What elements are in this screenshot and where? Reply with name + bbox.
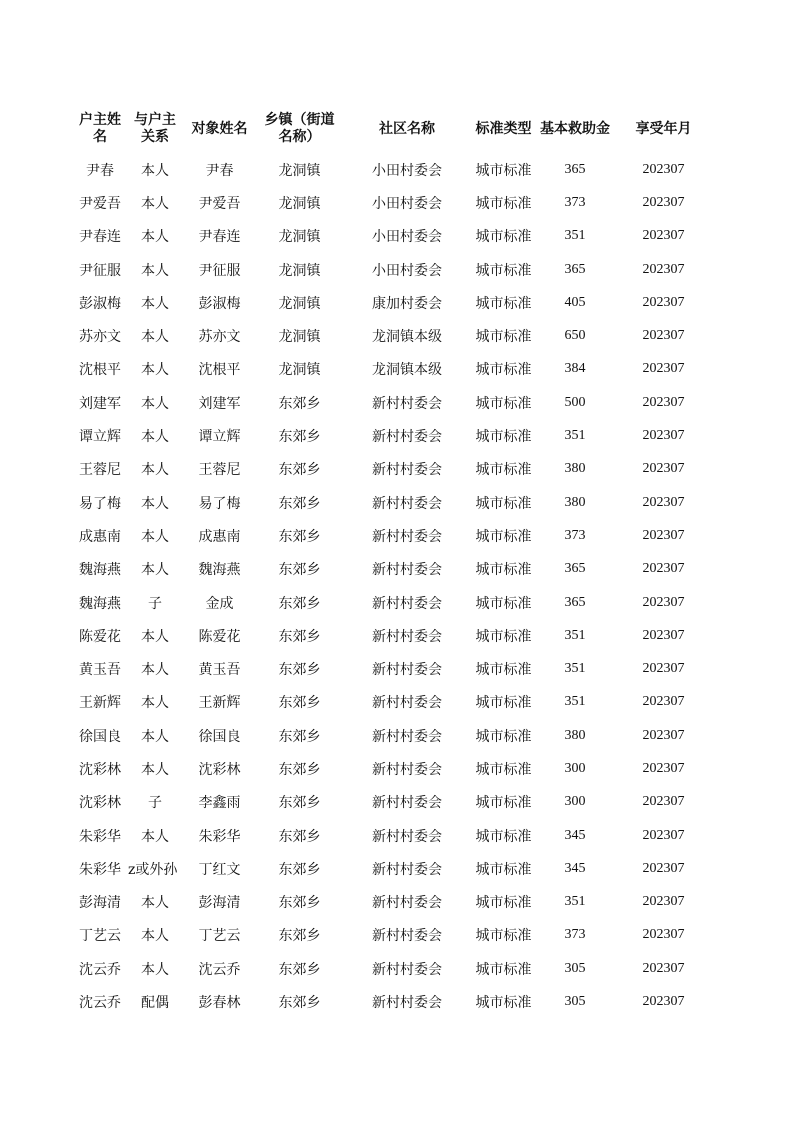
cell-community: 新村村委会 [372,928,442,945]
table-row [72,253,712,286]
cell-township: 东郊乡 [278,828,321,845]
cell-township: 龙洞镇 [278,162,321,179]
cell-standard-type: 城市标准 [475,795,532,812]
header-basic-assistance: 基本救助金 [540,120,610,137]
cell-township: 龙洞镇 [278,329,321,346]
cell-relation: 本人 [141,495,169,512]
cell-basic-assistance: 380 [564,461,586,477]
cell-community: 新村村委会 [372,761,442,778]
cell-month: 202307 [642,627,685,643]
cell-standard-type: 城市标准 [475,195,532,212]
cell-household-head: 朱彩华 [79,861,121,878]
cell-relation: 本人 [141,828,169,845]
cell-recipient-name: 魏海燕 [198,562,241,579]
cell-recipient-name: 彭春林 [198,995,241,1012]
header-month: 享受年月 [635,120,692,137]
cell-community: 小田村委会 [372,162,442,179]
cell-standard-type: 城市标准 [475,761,532,778]
cell-township: 龙洞镇 [278,229,321,246]
cell-household-head: 沈云乔 [79,961,121,978]
cell-relation: 本人 [141,662,169,679]
cell-recipient-name: 沈根平 [198,362,241,379]
table-row [72,486,712,519]
cell-recipient-name: 丁红文 [198,861,241,878]
table-row [72,419,712,452]
cell-relation: 本人 [141,229,169,246]
cell-standard-type: 城市标准 [475,595,532,612]
table-row [72,919,712,952]
cell-month: 202307 [642,527,685,543]
cell-community: 新村村委会 [372,828,442,845]
cell-basic-assistance: 305 [564,960,586,976]
cell-community: 新村村委会 [372,861,442,878]
cell-recipient-name: 刘建军 [198,395,241,412]
cell-relation: 配偶 [141,995,169,1012]
cell-relation: 本人 [141,262,169,279]
cell-standard-type: 城市标准 [475,229,532,246]
cell-recipient-name: 苏亦文 [198,329,241,346]
cell-recipient-name: 李鑫雨 [198,795,241,812]
table-row [72,220,712,253]
table-row [72,719,712,752]
cell-standard-type: 城市标准 [475,828,532,845]
table-row [72,886,712,919]
cell-month: 202307 [642,960,685,976]
table-row [72,852,712,885]
cell-household-head: 王新辉 [79,695,121,712]
cell-standard-type: 城市标准 [475,162,532,179]
cell-month: 202307 [642,261,685,277]
cell-relation: 子 [148,595,162,612]
cell-community: 新村村委会 [372,662,442,679]
cell-community: 龙洞镇本级 [372,362,442,379]
cell-basic-assistance: 500 [564,394,586,410]
cell-basic-assistance: 373 [564,194,586,210]
cell-relation: 本人 [141,628,169,645]
cell-township: 龙洞镇 [278,295,321,312]
cell-township: 东郊乡 [278,395,321,412]
cell-month: 202307 [642,894,685,910]
cell-household-head: 沈彩林 [79,761,121,778]
cell-community: 新村村委会 [372,395,442,412]
cell-community: 康加村委会 [372,295,442,312]
table-row [72,786,712,819]
table-row [72,286,712,319]
cell-township: 东郊乡 [278,961,321,978]
cell-standard-type: 城市标准 [475,295,532,312]
cell-relation: 本人 [141,329,169,346]
cell-month: 202307 [642,661,685,677]
cell-household-head: 尹爱吾 [79,195,121,212]
cell-standard-type: 城市标准 [475,662,532,679]
cell-month: 202307 [642,494,685,510]
cell-standard-type: 城市标准 [475,362,532,379]
cell-basic-assistance: 380 [564,727,586,743]
cell-township: 东郊乡 [278,462,321,479]
cell-recipient-name: 谭立辉 [198,429,241,446]
table-row [72,985,712,1018]
cell-relation: 本人 [141,761,169,778]
cell-month: 202307 [642,194,685,210]
cell-community: 新村村委会 [372,995,442,1012]
cell-recipient-name: 黄玉吾 [198,662,241,679]
cell-community: 龙洞镇本级 [372,329,442,346]
cell-household-head: 尹征服 [79,262,121,279]
cell-recipient-name: 金成 [205,595,234,612]
cell-recipient-name: 徐国良 [198,728,241,745]
cell-relation: 本人 [141,362,169,379]
cell-community: 新村村委会 [372,562,442,579]
header-row [72,105,712,153]
cell-community: 小田村委会 [372,262,442,279]
cell-household-head: 黄玉吾 [79,662,121,679]
cell-household-head: 尹春连 [79,229,121,246]
cell-standard-type: 城市标准 [475,928,532,945]
cell-township: 东郊乡 [278,495,321,512]
header-recipient-name: 对象姓名 [191,120,248,137]
cell-recipient-name: 丁艺云 [198,928,241,945]
cell-household-head: 朱彩华 [79,828,121,845]
cell-recipient-name: 尹征服 [198,262,241,279]
cell-basic-assistance: 384 [564,361,586,377]
cell-basic-assistance: 405 [564,294,586,310]
cell-community: 新村村委会 [372,595,442,612]
cell-relation: 本人 [141,928,169,945]
cell-basic-assistance: 650 [564,328,586,344]
cell-community: 新村村委会 [372,495,442,512]
cell-household-head: 彭淑梅 [79,295,121,312]
cell-relation: 本人 [141,462,169,479]
cell-community: 新村村委会 [372,795,442,812]
cell-community: 新村村委会 [372,429,442,446]
cell-month: 202307 [642,428,685,444]
cell-household-head: 徐国良 [79,728,121,745]
cell-community: 小田村委会 [372,195,442,212]
cell-recipient-name: 彭海清 [198,895,241,912]
cell-basic-assistance: 373 [564,527,586,543]
cell-relation: 本人 [141,162,169,179]
table-row [72,353,712,386]
cell-basic-assistance: 365 [564,261,586,277]
table-row [72,519,712,552]
cell-household-head: 沈根平 [79,362,121,379]
cell-month: 202307 [642,727,685,743]
cell-community: 新村村委会 [372,961,442,978]
cell-township: 龙洞镇 [278,262,321,279]
cell-standard-type: 城市标准 [475,429,532,446]
table-row [72,952,712,985]
cell-standard-type: 城市标准 [475,562,532,579]
cell-relation: 本人 [141,395,169,412]
cell-township: 龙洞镇 [278,362,321,379]
cell-standard-type: 城市标准 [475,395,532,412]
cell-month: 202307 [642,594,685,610]
cell-community: 新村村委会 [372,728,442,745]
cell-basic-assistance: 351 [564,627,586,643]
header-community: 社区名称 [379,120,435,137]
cell-relation: 本人 [141,562,169,579]
cell-household-head: 魏海燕 [79,562,121,579]
cell-recipient-name: 尹春 [205,162,234,179]
cell-household-head: 尹春 [86,162,114,179]
header-standard-type: 标准类型 [475,120,532,137]
cell-township: 东郊乡 [278,662,321,679]
cell-relation: 本人 [141,728,169,745]
cell-month: 202307 [642,461,685,477]
cell-standard-type: 城市标准 [475,861,532,878]
cell-township: 东郊乡 [278,728,321,745]
cell-basic-assistance: 373 [564,927,586,943]
cell-household-head: 谭立辉 [79,429,121,446]
cell-month: 202307 [642,394,685,410]
table-row [72,319,712,352]
assistance-table [72,105,712,1019]
cell-household-head: 王蓉尼 [79,462,121,479]
cell-township: 东郊乡 [278,595,321,612]
cell-township: 东郊乡 [278,895,321,912]
cell-township: 东郊乡 [278,761,321,778]
cell-township: 东郊乡 [278,795,321,812]
cell-recipient-name: 王新辉 [198,695,241,712]
cell-household-head: 沈彩林 [79,795,121,812]
cell-relation: 本人 [141,895,169,912]
cell-recipient-name: 陈爱花 [198,628,241,645]
table-row [72,652,712,685]
cell-month: 202307 [642,561,685,577]
cell-township: 东郊乡 [278,928,321,945]
table-row [72,586,712,619]
cell-township: 东郊乡 [278,562,321,579]
cell-month: 202307 [642,927,685,943]
cell-standard-type: 城市标准 [475,728,532,745]
cell-relation: 本人 [141,528,169,545]
table-body [72,153,712,1019]
cell-household-head: 沈云乔 [79,995,121,1012]
cell-standard-type: 城市标准 [475,995,532,1012]
cell-household-head: 成惠南 [79,528,121,545]
table-row [72,186,712,219]
cell-relation: 本人 [141,195,169,212]
cell-basic-assistance: 345 [564,827,586,843]
cell-household-head: 苏亦文 [79,329,121,346]
table-row [72,386,712,419]
cell-township: 东郊乡 [278,695,321,712]
cell-household-head: 魏海燕 [79,595,121,612]
cell-recipient-name: 彭淑梅 [198,295,241,312]
cell-community: 小田村委会 [372,229,442,246]
cell-basic-assistance: 351 [564,661,586,677]
cell-standard-type: 城市标准 [475,262,532,279]
cell-basic-assistance: 345 [564,860,586,876]
cell-basic-assistance: 351 [564,228,586,244]
cell-basic-assistance: 300 [564,760,586,776]
table-row [72,153,712,186]
cell-recipient-name: 成惠南 [198,528,241,545]
cell-township: 东郊乡 [278,995,321,1012]
cell-month: 202307 [642,994,685,1010]
cell-basic-assistance: 351 [564,894,586,910]
cell-month: 202307 [642,161,685,177]
cell-household-head: 彭海清 [79,895,121,912]
table-row [72,553,712,586]
cell-basic-assistance: 305 [564,994,586,1010]
cell-household-head: 刘建军 [79,395,121,412]
cell-household-head: 易了梅 [79,495,121,512]
cell-community: 新村村委会 [372,528,442,545]
cell-basic-assistance: 351 [564,428,586,444]
table-row [72,686,712,719]
cell-community: 新村村委会 [372,628,442,645]
cell-month: 202307 [642,328,685,344]
cell-township: 龙洞镇 [278,195,321,212]
cell-month: 202307 [642,794,685,810]
cell-relation: 本人 [141,295,169,312]
cell-relation: 子 [148,795,162,812]
cell-basic-assistance: 365 [564,594,586,610]
cell-recipient-name: 尹春连 [198,229,241,246]
table-row [72,752,712,785]
cell-month: 202307 [642,361,685,377]
cell-recipient-name: 尹爱吾 [198,195,241,212]
cell-standard-type: 城市标准 [475,495,532,512]
cell-household-head: 丁艺云 [79,928,121,945]
cell-relation: 本人 [141,429,169,446]
cell-community: 新村村委会 [372,895,442,912]
table-row [72,453,712,486]
cell-standard-type: 城市标准 [475,462,532,479]
cell-community: 新村村委会 [372,695,442,712]
cell-month: 202307 [642,228,685,244]
cell-recipient-name: 易了梅 [198,495,241,512]
cell-standard-type: 城市标准 [475,695,532,712]
cell-standard-type: 城市标准 [475,628,532,645]
cell-community: 新村村委会 [372,462,442,479]
cell-relation: 本人 [141,961,169,978]
cell-basic-assistance: 300 [564,794,586,810]
cell-basic-assistance: 380 [564,494,586,510]
cell-township: 东郊乡 [278,528,321,545]
header-household-head: 户主姓名 [79,112,121,145]
cell-month: 202307 [642,827,685,843]
table-row [72,619,712,652]
cell-standard-type: 城市标准 [475,329,532,346]
cell-relation: 本人 [141,695,169,712]
cell-month: 202307 [642,694,685,710]
cell-township: 东郊乡 [278,628,321,645]
cell-month: 202307 [642,860,685,876]
cell-township: 东郊乡 [278,861,321,878]
cell-household-head: 陈爱花 [79,628,121,645]
cell-relation: z或外孙 [128,861,178,878]
cell-standard-type: 城市标准 [475,895,532,912]
cell-recipient-name: 王蓉尼 [198,462,241,479]
cell-recipient-name: 沈云乔 [198,961,241,978]
cell-basic-assistance: 351 [564,694,586,710]
cell-recipient-name: 沈彩林 [198,761,241,778]
cell-standard-type: 城市标准 [475,961,532,978]
table-row [72,819,712,852]
cell-month: 202307 [642,294,685,310]
header-township: 乡镇（街道名称） [264,112,335,145]
cell-basic-assistance: 365 [564,161,586,177]
cell-township: 东郊乡 [278,429,321,446]
cell-recipient-name: 朱彩华 [198,828,241,845]
cell-month: 202307 [642,760,685,776]
cell-standard-type: 城市标准 [475,528,532,545]
cell-basic-assistance: 365 [564,561,586,577]
header-relation: 与户主关系 [134,112,176,145]
